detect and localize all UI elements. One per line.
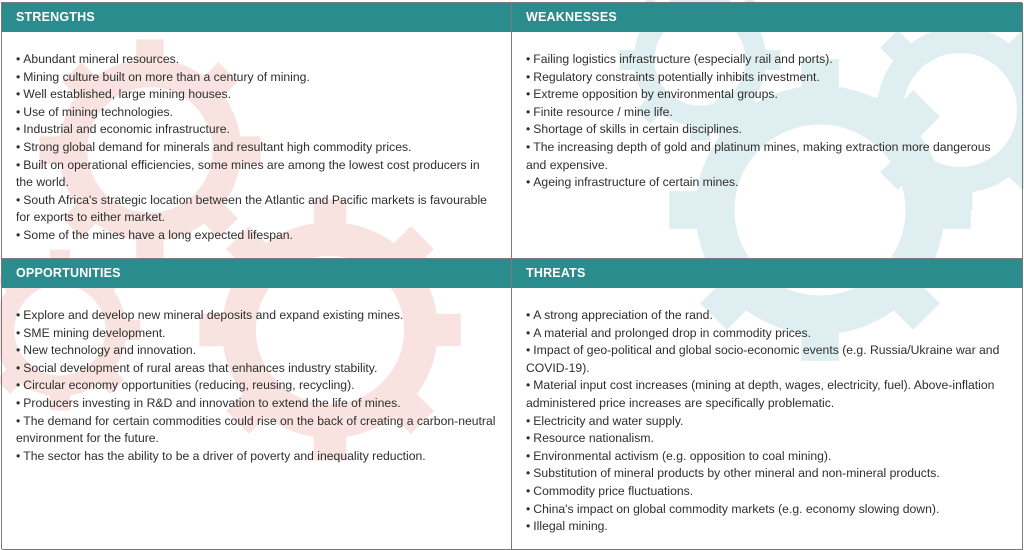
- strengths-quadrant: [2, 3, 512, 259]
- list-item: • Extreme opposition by environmental groups.: [526, 87, 778, 102]
- opportunities-body: [2, 288, 511, 465]
- list-item: • Finite resource / mine life.: [526, 104, 673, 119]
- opportunities-header: OPPORTUNITIES: [2, 259, 511, 288]
- threats-list: [526, 307, 1008, 536]
- list-item: • Ageing infrastructure of certain mines.: [526, 175, 739, 190]
- weaknesses-list: [526, 51, 1008, 192]
- list-item: • Circular economy opportunities (reducing, reusing, recycling).: [16, 378, 355, 393]
- list-item: • The sector has the ability to be a driver of poverty and inequality reduction.: [16, 448, 426, 463]
- swot-grid: [1, 2, 1022, 549]
- list-item: • Impact of geo-political and global socio-economic events (e.g. Russia/Ukraine war and COVID-19).: [526, 343, 1000, 375]
- list-item: • Substitution of mineral products by other mineral and non-mineral products.: [526, 466, 940, 481]
- list-item: • Built on operational efficiencies, some mines are among the lowest cost producers in the world.: [16, 157, 480, 190]
- strengths-header: STRENGTHS: [2, 3, 511, 32]
- strengths-body: [2, 32, 511, 245]
- list-item: • South Africa's strategic location between the Atlantic and Pacific markets is favourable for exports to either market.: [16, 192, 487, 225]
- threats-header: THREATS: [512, 259, 1022, 288]
- threats-quadrant: [512, 259, 1023, 550]
- opportunities-quadrant: [2, 259, 512, 550]
- list-item: • Environmental activism (e.g. opposition to coal mining).: [526, 448, 832, 463]
- list-item: • Use of mining technologies.: [16, 104, 174, 119]
- opportunities-list: [16, 307, 497, 465]
- list-item: • The demand for certain commodities could rise on the back of creating a carbon-neutral environment for the future.: [16, 413, 496, 446]
- threats-body: [512, 288, 1022, 536]
- list-item: • Industrial and economic infrastructure.: [16, 122, 230, 137]
- list-item: • Failing logistics infrastructure (especially rail and ports).: [526, 52, 833, 66]
- strengths-list: [16, 51, 497, 245]
- list-item: • Shortage of skills in certain disciplines.: [526, 122, 742, 137]
- list-item: • Well established, large mining houses.: [16, 87, 232, 102]
- list-item: • China's impact on global commodity markets (e.g. economy slowing down).: [526, 501, 940, 516]
- list-item: • SME mining development.: [16, 325, 166, 340]
- list-item: • Electricity and water supply.: [526, 413, 684, 428]
- list-item: • New technology and innovation.: [16, 343, 197, 358]
- list-item: • Material input cost increases (mining at depth, wages, electricity, fuel). Above-inflation administered price increases are specifically problematic.: [526, 378, 995, 410]
- list-item: • Strong global demand for minerals and resultant high commodity prices.: [16, 139, 412, 154]
- list-item: • Commodity price fluctuations.: [526, 483, 694, 498]
- weaknesses-header: WEAKNESSES: [512, 3, 1022, 32]
- list-item: • Resource nationalism.: [526, 431, 654, 446]
- list-item: • The increasing depth of gold and platinum mines, making extraction more dangerous and expensive.: [526, 139, 991, 172]
- list-item: • Social development of rural areas that enhances industry stability.: [16, 360, 378, 375]
- list-item: • Mining culture built on more than a century of mining.: [16, 69, 310, 84]
- weaknesses-body: [512, 32, 1022, 192]
- list-item: • Explore and develop new mineral deposits and expand existing mines.: [16, 308, 404, 322]
- list-item: • Illegal mining.: [526, 519, 608, 534]
- list-item: • Producers investing in R&D and innovation to extend the life of mines.: [16, 395, 401, 410]
- list-item: • A material and prolonged drop in commodity prices.: [526, 325, 812, 340]
- weaknesses-quadrant: [512, 3, 1023, 259]
- list-item: • A strong appreciation of the rand.: [526, 308, 713, 322]
- list-item: • Abundant mineral resources.: [16, 52, 180, 66]
- list-item: • Some of the mines have a long expected lifespan.: [16, 227, 293, 242]
- list-item: • Regulatory constraints potentially inhibits investment.: [526, 69, 820, 84]
